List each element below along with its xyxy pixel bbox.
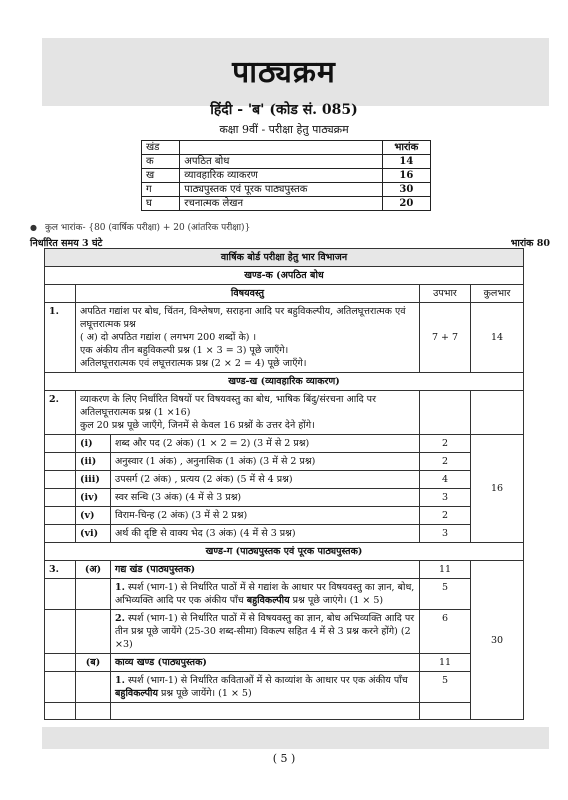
q3a-item-number: 1. (115, 582, 125, 593)
table-filler-row (45, 703, 524, 720)
q3b-item-tail: प्रश्न पूछे जायेंगे। (1 × 5) (157, 688, 252, 699)
q2-item-sub: 2 (420, 507, 471, 525)
section-b-heading: खण्ड-ख (व्यावहारिक व्याकरण) (45, 373, 524, 391)
q2-item-label: (i) (76, 435, 111, 453)
q3a-title: गद्य खंड (पाठ्यपुस्तक) (111, 561, 420, 579)
q2-item-text: स्वर सन्धि (3 अंक) (4 में से 3 प्रश्न) (111, 489, 420, 507)
q2-item-sub: 4 (420, 471, 471, 489)
summary-topic: रचनात्मक लेखन (180, 197, 382, 211)
q3a-item-text: स्पर्श (भाग-1) से निर्धारित पाठों में से गद्यांश के आधार पर विषयवस्तु का ज्ञान, बोध, अभिव्यक्ति आदि पर एक अंकीय पाँच (115, 582, 415, 606)
q1-text: एक अंकीय तीन बहुविकल्पी प्रश्न (1 × 3 = 3) पूछे जाएँगे। (80, 345, 289, 356)
time-label: निर्धारित समय 3 घंटे (30, 238, 103, 249)
q2-content (76, 391, 420, 435)
note-text: कुल भारांक- {80 (वार्षिक परीक्षा) + 20 (आंतरिक परीक्षा)} (44, 223, 251, 233)
summary-row (142, 183, 431, 197)
q3a-item-sub: 6 (420, 610, 471, 654)
q2-item-label: (v) (76, 507, 111, 525)
q1-text: अतिलघूत्तरात्मक एवं लघूत्तरात्मक प्रश्न (2 × 2 = 4) पूछे जाएँगे। (80, 358, 307, 369)
section-c-row (45, 543, 524, 561)
q2-item-label: (ii) (76, 453, 111, 471)
q1-text: अपठित गद्यांश पर बोध, चिंतन, विश्लेषण, सराहना आदि पर बहुविकल्पीय, अतिलघूत्तरात्मक एवं लघूत्तरात्मक प्रश्न (80, 306, 406, 330)
q2-item-text: विराम-चिन्ह (2 अंक) (3 में से 2 प्रश्न) (111, 507, 420, 525)
q2-text: कुल 20 प्रश्न पूछे जाएँगे, जिनमें से केवल 16 प्रश्नों के उत्तर देने होंगे। (80, 420, 315, 431)
q2-item-sub: 2 (420, 453, 471, 471)
q2-item-row (45, 471, 524, 489)
page-title: पाठ्यक्रम (232, 55, 336, 90)
q3a-item-bold: बहुविकल्पीय (246, 595, 290, 606)
table-title-row (45, 249, 524, 267)
q3b-sub-marks: 11 (420, 654, 471, 672)
max-marks-label: भारांक 80 (510, 238, 550, 249)
q3b-label: (ब) (76, 654, 111, 672)
summary-khand: घ (142, 197, 180, 211)
summary-row (142, 197, 431, 211)
q1-total-marks: 14 (471, 303, 524, 373)
q1-number: 1. (45, 303, 76, 373)
total-marks-note (30, 220, 250, 233)
column-header-row (45, 285, 524, 303)
q3a-item (111, 579, 420, 610)
page-number: ( 5 ) (272, 752, 296, 765)
q1-text: ( अ) दो अपठित गद्यांश ( लगभग 200 शब्दों के) । (80, 332, 257, 343)
class-subtitle: कक्षा 9वीं - परीक्षा हेतु पाठ्यक्रम (219, 123, 349, 136)
q3a-item-text: स्पर्श (भाग-1) से निर्धारित पाठों में से विषयवस्तु का ज्ञान, बोध अभिव्यक्ति आदि पर तीन प्रश्न पूछे जायेंगे (25-30 शब्द-सीमा) विकल्प सहित 4 में से 3 प्रश्न करने होंगे) (2 ×3) (115, 613, 415, 650)
col-subject: विषयवस्तु (76, 285, 420, 303)
summary-header-marks: भारांक (382, 141, 430, 155)
summary-khand: ख (142, 169, 180, 183)
summary-header-khand: खंड (142, 141, 180, 155)
q2-item-text: अनुस्वार (1 अंक) , अनुनासिक (1 अंक) (3 में से 2 प्रश्न) (111, 453, 420, 471)
q2-item-row (45, 525, 524, 543)
summary-marks: 14 (382, 155, 430, 169)
q3b-item-bold: बहुविकल्पीय (115, 688, 158, 699)
summary-topic: व्यावहारिक व्याकरण (180, 169, 382, 183)
q3b-item (111, 672, 420, 703)
q2-item-sub: 3 (420, 525, 471, 543)
q2-item-text: अर्थ की दृष्टि से वाक्य भेद (3 अंक) (4 में से 3 प्रश्न) (111, 525, 420, 543)
table-title: वार्षिक बोर्ड परीक्षा हेतु भार विभाजन (45, 249, 524, 267)
summary-header-row (142, 141, 431, 155)
summary-marks: 16 (382, 169, 430, 183)
summary-topic: पाठ्यपुस्तक एवं पूरक पाठ्यपुस्तक (180, 183, 382, 197)
section-b-row (45, 373, 524, 391)
q3a-label: (अ) (76, 561, 111, 579)
section-a-row (45, 267, 524, 285)
q2-item-row (45, 453, 524, 471)
q3b-item-text: स्पर्श (भाग-1) से निर्धारित कविताओं में से काव्यांश के आधार पर एक अंकीय पाँच (127, 675, 408, 686)
q2-item-row (45, 489, 524, 507)
q3-total-marks: 30 (471, 561, 524, 720)
q3a-item-row (45, 579, 524, 610)
q3a-item-tail: प्रश्न पूछे जाएंगे। (1 × 5) (289, 595, 384, 606)
marks-distribution-table (44, 248, 524, 720)
q3b-title: काव्य खण्ड (पाठ्यपुस्तक) (111, 654, 420, 672)
question-2-row (45, 391, 524, 435)
summary-header-topic (180, 141, 382, 155)
q2-item-row (45, 435, 524, 453)
col-total-marks: कुलभार (471, 285, 524, 303)
q3a-item-sub: 5 (420, 579, 471, 610)
q3a-item-number: 2. (115, 613, 125, 624)
q3b-item-row (45, 672, 524, 703)
q3a-row (45, 561, 524, 579)
summary-row (142, 155, 431, 169)
q3-number: 3. (45, 561, 76, 579)
section-a-heading: खण्ड-क (अपठित बोध (45, 267, 524, 285)
question-1-row (45, 303, 524, 373)
summary-khand: ग (142, 183, 180, 197)
section-c-heading: खण्ड-ग (पाठ्यपुस्तक एवं पूरक पाठ्यपुस्तक) (45, 543, 524, 561)
subject-subtitle: हिंदी - 'ब' (कोड सं. 085) (210, 102, 358, 118)
q1-sub-marks: 7 + 7 (420, 303, 471, 373)
q3b-row (45, 654, 524, 672)
summary-marks: 20 (382, 197, 430, 211)
q3a-item-row (45, 610, 524, 654)
footer-band (42, 727, 549, 749)
summary-table (141, 140, 431, 211)
q2-item-sub: 2 (420, 435, 471, 453)
q2-item-label: (iii) (76, 471, 111, 489)
q1-content (76, 303, 420, 373)
q2-text: व्याकरण के लिए निर्धारित विषयों पर विषयवस्तु का बोध, भाषिक बिंदु/संरचना आदि पर अतिलघूत्तरात्मक प्रश्न (1 ×16) (80, 394, 376, 418)
q2-item-text: शब्द और पद (2 अंक) (1 × 2 = 2) (3 में से 2 प्रश्न) (111, 435, 420, 453)
summary-topic: अपठित बोध (180, 155, 382, 169)
q2-item-label: (iv) (76, 489, 111, 507)
summary-khand: क (142, 155, 180, 169)
q2-total-marks: 16 (471, 435, 524, 543)
q2-item-sub: 3 (420, 489, 471, 507)
q2-number: 2. (45, 391, 76, 435)
q2-item-row (45, 507, 524, 525)
q3b-item-number: 1. (115, 675, 125, 686)
q2-item-label: (vi) (76, 525, 111, 543)
summary-row (142, 169, 431, 183)
q3a-sub-marks: 11 (420, 561, 471, 579)
q3a-item (111, 610, 420, 654)
bullet-icon: ● (30, 223, 37, 232)
q3b-item-sub: 5 (420, 672, 471, 703)
col-sub-marks: उपभार (420, 285, 471, 303)
summary-marks: 30 (382, 183, 430, 197)
q2-item-text: उपसर्ग (2 अंक) , प्रत्यय (2 अंक) (5 में से 4 प्रश्न) (111, 471, 420, 489)
